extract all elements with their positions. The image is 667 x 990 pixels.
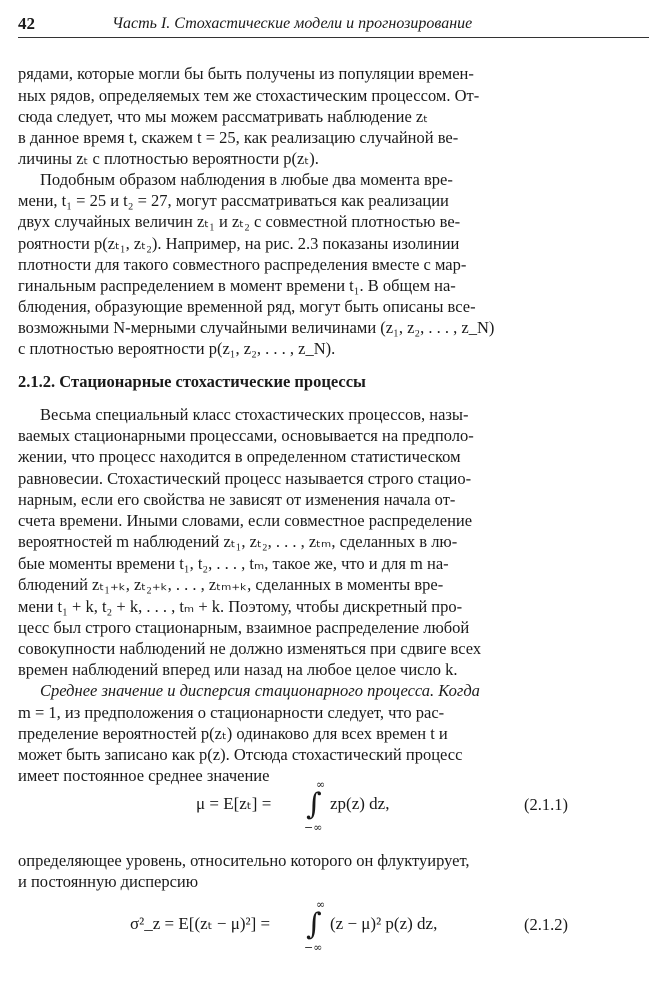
text-line: счета времени. Иными словами, если совместное распределение <box>18 511 473 530</box>
text-line: жении, что процесс находится в определенном статистическом <box>18 447 461 466</box>
equation-number: (2.1.2) <box>524 915 568 934</box>
text-line: бые моменты времени t₁, t₂, . . . , tₘ, такое же, что и для m на- <box>18 554 449 573</box>
text-line: и постоянную дисперсию <box>18 872 199 891</box>
text-line: с плотностью вероятности p(z₁, z₂, . . . , z_N). <box>18 339 336 358</box>
integral-icon: ∫ <box>306 907 322 942</box>
integral-upper-limit: ∞ <box>316 778 326 791</box>
text-line: ваемых стационарными процессами, основывается на предполо- <box>18 426 474 445</box>
text-line: возможными N-мерными случайными величинами (z₁, z₂, . . . , z_N) <box>18 318 495 337</box>
text-line: блюдения, образующие временной ряд, могут быть описаны все- <box>18 297 476 316</box>
integral-upper-limit: ∞ <box>316 898 326 911</box>
text-line: может быть записано как p(z). Отсюда стохастический процесс <box>18 745 463 764</box>
integral-lower-limit: −∞ <box>304 941 323 954</box>
page-number: 42 <box>18 14 35 33</box>
text-line: мени, t₁ = 25 и t₂ = 27, могут рассматриваться как реализации <box>18 191 449 210</box>
text-line: пределение вероятностей p(zₜ) одинаково для всех времен t и <box>18 724 448 743</box>
text-line: в данное время t, скажем t = 25, как реализацию случайной ве- <box>18 128 459 147</box>
text-line: цесс был строго стационарным, взаимное распределение любой <box>18 618 470 637</box>
section-heading: 2.1.2. Стационарные стохастические процессы <box>18 372 366 391</box>
running-header <box>18 12 649 34</box>
text-line: ных рядов, определяемых тем же стохастическим процессом. От- <box>18 86 480 105</box>
equation-lhs: σ²_z = E[(zₜ − μ)²] = <box>130 914 271 933</box>
text-line: мени t₁ + k, t₂ + k, . . . , tₘ + k. Поэтому, чтобы дискретный про- <box>18 597 463 616</box>
running-title: Часть I. Стохастические модели и прогнозирование <box>112 15 473 32</box>
text-line: m = 1, из предположения о стационарности следует, что рас- <box>18 703 445 722</box>
text-line: роятности p(zₜ₁, zₜ₂). Например, на рис. 2.3 показаны изолинии <box>18 234 460 253</box>
text-line: блюдений zₜ₁₊ₖ, zₜ₂₊ₖ, . . . , zₜₘ₊ₖ, сделанных в моменты вре- <box>18 575 444 594</box>
text-line: совокупности наблюдений не должно изменяться при сдвиге всех <box>18 639 482 658</box>
equation-lhs: μ = E[zₜ] = <box>196 794 272 813</box>
equation-number: (2.1.1) <box>524 795 568 814</box>
integral-icon: ∫ <box>306 787 322 822</box>
text-line: двух случайных величин zₜ₁ и zₜ₂ с совместной плотностью ве- <box>18 212 461 231</box>
integral-lower-limit: −∞ <box>304 821 323 834</box>
text-line: вероятностей m наблюдений zₜ₁, zₜ₂, . . . , zₜₘ, сделанных в лю- <box>18 532 458 551</box>
text-line: гинальным распределением в момент времени t₁. В общем на- <box>18 276 456 295</box>
text-line: личины zₜ с плотностью вероятности p(zₜ). <box>18 149 319 168</box>
equation-integrand: zp(z) dz, <box>330 794 390 813</box>
text-line: нарным, если его свойства не зависят от изменения начала от- <box>18 490 456 509</box>
text-line: равновесии. Стохастический процесс называется строго стацио- <box>18 469 472 488</box>
text-line: Среднее значение и дисперсия стационарного процесса. Когда <box>40 681 480 700</box>
text-line: Весьма специальный класс стохастических процессов, назы- <box>40 405 469 424</box>
text-line: Подобным образом наблюдения в любые два момента вре- <box>40 170 453 189</box>
equation-integrand: (z − μ)² p(z) dz, <box>330 914 438 933</box>
text-line: времен наблюдений вперед или назад на любое целое число k. <box>18 660 458 679</box>
text-line: плотности для такого совместного распределения вместе с мар- <box>18 255 467 274</box>
header-rule <box>18 37 649 38</box>
text-line: рядами, которые могли бы быть получены из популяции времен- <box>18 64 474 83</box>
text-line: имеет постоянное среднее значение <box>18 766 270 785</box>
text-line: сюда следует, что мы можем рассматривать наблюдение zₜ <box>18 107 429 126</box>
text-line: определяющее уровень, относительно которого он флуктуирует, <box>18 851 470 870</box>
